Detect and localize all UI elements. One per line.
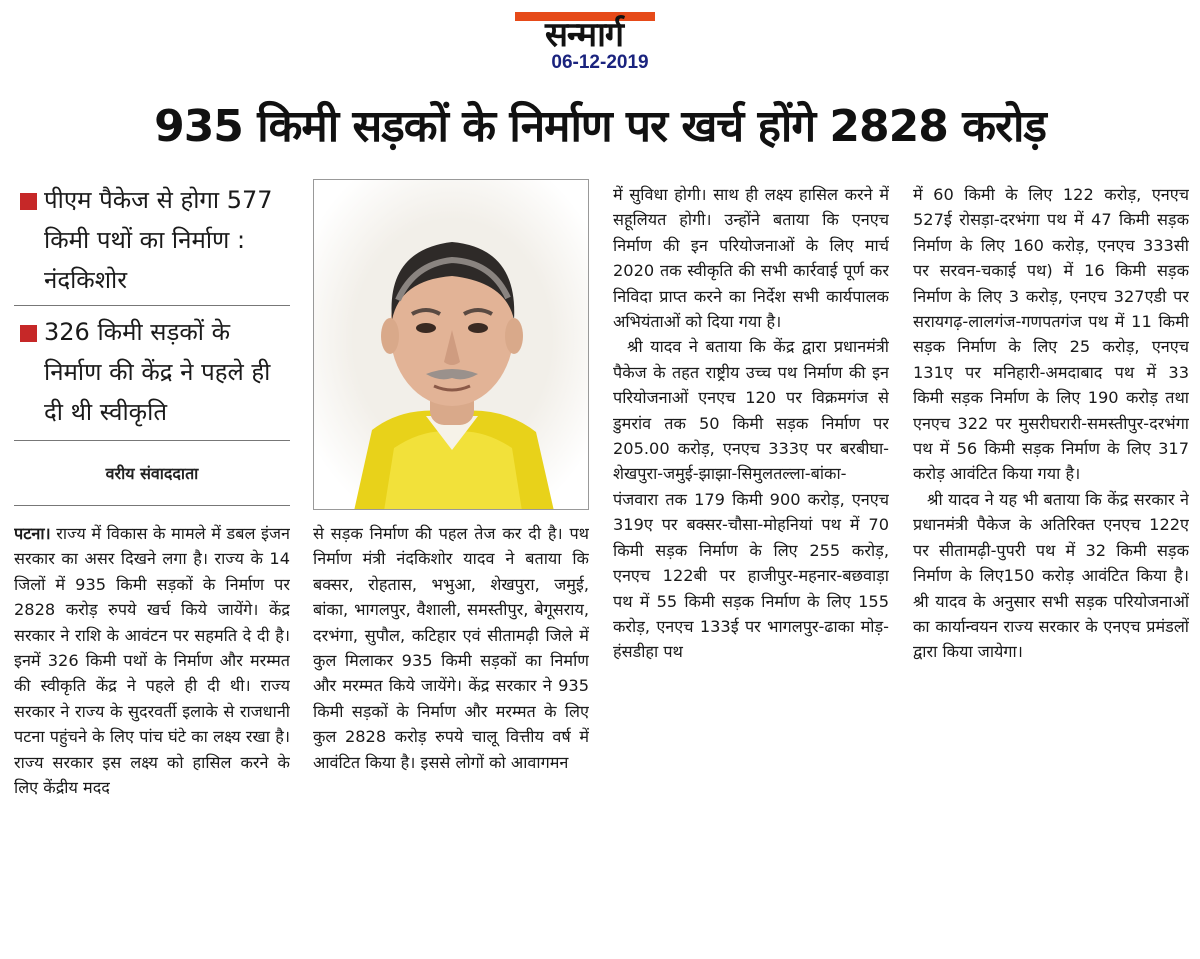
byline-divider (14, 505, 290, 506)
kicker-2-text: 326 किमी सड़कों के निर्माण की केंद्र ने पहले ही दी थी स्वीकृति (44, 318, 271, 426)
column-1-text: राज्य में विकास के मामले में डबल इंजन सरकार का असर दिखने लगा है। राज्य के 14 जिलों में 935 किमी सड़कों के निर्माण पर 2828 करोड़ रुपये खर्च किये जायेंगे। केंद्र सरकार ने राशि के आवंटन पर सहमति दे दी है। इनमें 326 किमी पथों के निर्माण और मरम्मत की स्वीकृति केंद्र ने पहले ही दी थी। राज्य सरकार ने राज्य के सुदरवर्ती इलाके से राजधानी पटना पहुंचने के लिए पांच घंटे का लक्ष्य रखा है। राज्य सरकार इस लक्ष्य को हासिल करने के लिए केंद्रीय मदद (14, 524, 290, 798)
article-headline: 935 किमी सड़कों के निर्माण पर खर्च होंगे 2828 करोड़ (154, 101, 1046, 152)
newspaper-logo (505, 4, 663, 55)
column-4-paragraph-1: में 60 किमी के लिए 122 करोड़, एनएच 527ई रोसड़ा-दरभंगा पथ में 47 किमी सड़क निर्माण के लिए 160 करोड़, एनएच 333सी पर सरवन-चकाई पथ) में 16 किमी सड़क निर्माण के लिए 3 करोड़, एनएच 327एडी पर सरायगढ़-लालगंज-गणपतगंज पथ में 11 किमी सड़क निर्माण के लिए 25 करोड़, एनएच 131ए पर मनिहारी-अमदाबाद पथ में 33 किमी सड़क निर्माण के लिए 190 करोड़ तथा एनएच 322 पर मुसरीघरारी-समस्तीपुर-दरभंगा पथ में 56 किमी सड़क निर्माण के लिए 317 करोड़ आवंटित किया गया है। (913, 185, 1189, 484)
portrait-photo (313, 179, 589, 510)
portrait-photo-icon (314, 180, 589, 510)
column-4-paragraph-2: श्री यादव ने यह भी बताया कि केंद्र सरकार ने प्रधानमंत्री पैकेज के अतिरिक्त एनएच 122ए पर सीतामढ़ी-पुपरी पथ में 32 किमी सड़क निर्माण के लिए150 करोड़ आवंटित किया है।श्री यादव के अनुसार सभी सड़क परियोजनाओं का कार्यान्वयन राज्य सरकार के एनएच प्रमंडलों द्वारा किया जायेगा। (913, 489, 1189, 662)
kicker-1 (14, 180, 290, 300)
column-3-paragraph-1: में सुविधा होगी। साथ ही लक्ष्य हासिल करने में सहूलियत होगी। उन्होंने बताया कि एनएच निर्माण की इन परियोजनाओं के लिए मार्च 2020 तक स्वीकृति की सभी कार्रवाई पूर्ण कर निविदा प्राप्त करने का निर्देश सभी कार्यपालक अभियंताओं को दिया गया है। (613, 185, 889, 332)
byline: वरीय संवाददाता (105, 464, 199, 483)
article-column-4 (913, 182, 1189, 955)
column-3-paragraph-2: श्री यादव ने बताया कि केंद्र द्वारा प्रधानमंत्री पैकेज के तहत राष्ट्रीय उच्च पथ निर्माण की इन परियोजनाओं एनएच 120 पर विक्रमगंज से डुमरांव तक 50 किमी सड़क निर्माण पर 205.00 करोड़, एनएच 333ए पर बरबीघा-शेखपुरा-जमुई-झाझा-सिमुलतल्ला-बांका-पंजवारा तक 179 किमी 900 करोड़, एनएच 319ए पर बक्सर-चौसा-मोहनियां पथ में 70 किमी सड़क निर्माण के लिए 255 करोड़, एनएच 122बी पर हाजीपुर-महनार-बछवाड़ा पथ में 55 किमी सड़क निर्माण के लिए 155 करोड़, एनएच 133ई पर भागलपुर-ढाका मोड़-हंसडीहा पथ (613, 337, 889, 662)
bullet-square-icon (20, 325, 37, 342)
kicker-divider (14, 440, 290, 441)
edition-date: 06-12-2019 (551, 52, 649, 73)
kicker-2 (14, 312, 290, 432)
dateline: पटना। (14, 524, 51, 543)
bullet-square-icon (20, 193, 37, 210)
article-column-2 (313, 521, 589, 955)
article-column-1 (14, 521, 290, 955)
kicker-divider (14, 305, 290, 306)
article-paragraph (14, 521, 290, 800)
column-2-text: से सड़क निर्माण की पहल तेज कर दी है। पथ निर्माण मंत्री नंदकिशोर यादव ने बताया कि बक्सर, रोहतास, भभुआ, शेखपुरा, जमुई, बांका, भागलपुर, वैशाली, समस्तीपुर, बेगूसराय, दरभंगा, सुपौल, कटिहार एवं सीतामढ़ी जिले में कुल मिलाकर 935 किमी सड़कों का निर्माण और मरम्मत किये जायेंगे। केंद्र सरकार ने 935 किमी सड़कों के निर्माण और मरम्मत के लिए कुल 2828 करोड़ रुपये चालू वित्तीय वर्ष में आवंटित किया है। इससे लोगों को आवागमन (313, 524, 589, 772)
logo-text: सन्मार्ग (544, 15, 624, 55)
kicker-1-text: पीएम पैकेज से होगा 577 किमी पथों का निर्माण : नंदकिशोर (44, 186, 273, 294)
article-column-3 (613, 182, 889, 955)
masthead (0, 0, 1200, 82)
